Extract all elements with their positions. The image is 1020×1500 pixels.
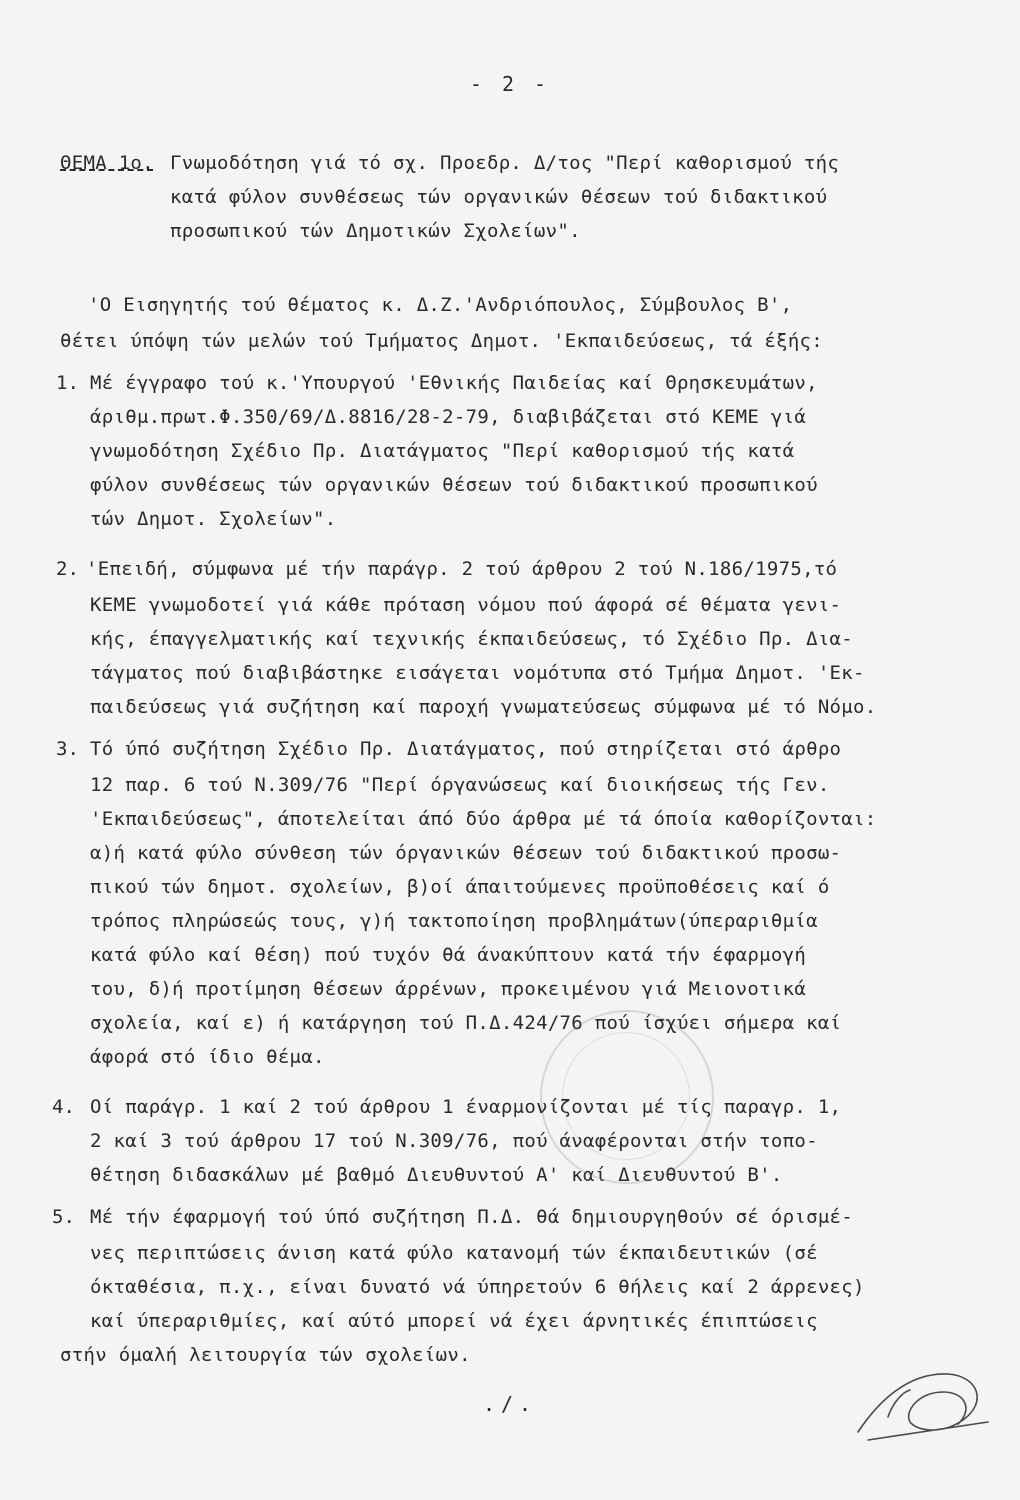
item-line: κής, έπαγγελματικής καί τεχνικής έκπαιδεύσεως, τό Σχέδιο Πρ. Δια- <box>90 628 854 650</box>
item-line: παιδεύσεως γιά συζήτηση καί παροχή γνωματεύσεως σύμφωνα μέ τό Νόμο. <box>90 696 877 718</box>
item-number: 4. <box>52 1096 75 1118</box>
item-line: α)ή κατά φύλο σύνθεση τών όργανικών θέσεων τού διδακτικού προσω- <box>90 842 842 864</box>
page-number: - 2 - <box>469 72 551 96</box>
intro-line: 'Ο Εισηγητής τού θέματος κ. Δ.Ζ.'Ανδριόπουλος, Σύμβουλος Β', <box>88 294 793 316</box>
item-line: θέτηση διδασκάλων μέ βαθμό Διευθυντού Α' καί Διευθυντού Β'. <box>90 1164 783 1186</box>
item-line: Τό ύπό συζήτηση Σχέδιο Πρ. Διατάγματος, πού στηρίζεται στό άρθρο <box>90 738 842 760</box>
item-line: του, δ)ή προτίμηση θέσεων άρρένων, προκειμένου γιά Μειονοτικά <box>90 978 807 1000</box>
item-line: κατά φύλο καί θέση) πού τυχόν θά άνακύπτουν κατά τήν έφαρμογή <box>90 944 807 966</box>
item-number: 5. <box>52 1206 75 1228</box>
theme-line: κατά φύλον συνθέσεως τών οργανικών θέσεων τού διδακτικού <box>170 186 828 208</box>
item-line: Οί παράγρ. 1 καί 2 τού άρθρου 1 έναρμονίζονται μέ τίς παραγρ. 1, <box>90 1096 842 1118</box>
item-line: όκταθέσια, π.χ., είναι δυνατό νά ύπηρετούν 6 θήλεις καί 2 άρρενες) <box>90 1276 865 1298</box>
item-line: τάγματος πού διαβιβάστηκε εισάγεται νομότυπα στό Τμήμα Δημοτ. 'Εκ- <box>90 662 865 684</box>
item-line: ΚΕΜΕ γνωμοδοτεί γιά κάθε πρόταση νόμου πού άφορά σέ θέματα γενι- <box>90 594 842 616</box>
official-stamp <box>540 1010 714 1184</box>
item-line: 12 παρ. 6 τού Ν.309/76 "Περί όργανώσεως καί διοικήσεως τής Γεν. <box>90 774 830 796</box>
item-number: 2. <box>56 558 79 580</box>
item-line: 'Επειδή, σύμφωνα μέ τήν παράγρ. 2 τού άρθρου 2 τού Ν.186/1975,τό <box>86 558 838 580</box>
item-line: καί ύπεραριθμίες, καί αύτό μπορεί νά έχει άρνητικές έπιπτώσεις <box>90 1310 818 1332</box>
item-line: φύλον συνθέσεως τών οργανικών θέσεων τού διδακτικού προσωπικού <box>90 474 818 496</box>
item-line: Μέ έγγραφο τού κ.'Υπουργού 'Εθνικής Παιδείας καί Θρησκευμάτων, <box>90 372 818 394</box>
item-line: τρόπος πληρώσεώς τους, γ)ή τακτοποίηση προβλημάτων(ύπεραριθμία <box>90 910 818 932</box>
item-line: Μέ τήν έφαρμογή τού ύπό συζήτηση Π.Δ. θά δημιουργηθούν σέ όρισμέ- <box>90 1206 854 1228</box>
theme-line: Γνωμοδότηση γιά τό σχ. Προεδρ. Δ/τος "Περί καθορισμού τής <box>170 152 840 174</box>
signature-mark <box>848 1362 998 1452</box>
item-line: άριθμ.πρωτ.Φ.350/69/Δ.8816/28-2-79, διαβιβάζεται στό ΚΕΜΕ γιά <box>90 406 807 428</box>
item-line: στήν όμαλή λειτουργία τών σχολείων. <box>60 1344 471 1366</box>
item-line: σχολεία, καί ε) ή κατάργηση τού Π.Δ.424/76 πού ίσχύει σήμερα καί <box>90 1012 842 1034</box>
item-line: 'Εκπαιδεύσεως", άποτελείται άπό δύο άρθρα μέ τά όποία καθορίζονται: <box>90 808 877 830</box>
intro-line: θέτει ύπόψη τών μελών τού Τμήματος Δημοτ. 'Εκπαιδεύσεως, τά έξής: <box>60 330 824 352</box>
item-number: 1. <box>56 372 79 394</box>
item-line: 2 καί 3 τού άρθρου 17 τού Ν.309/76, πού άναφέρονται στήν τοπο- <box>90 1130 818 1152</box>
theme-line: προσωπικού τών Δημοτικών Σχολείων". <box>170 220 581 242</box>
item-line: πικού τών δημοτ. σχολείων, β)οί άπαιτούμενες προϋποθέσεις καί ό <box>90 876 830 898</box>
item-line: άφορά στό ίδιο θέμα. <box>90 1046 325 1068</box>
item-line: τών Δημοτ. Σχολείων". <box>90 508 337 530</box>
theme-label: ΘΕΜΑ 1ο. <box>60 152 154 174</box>
continuation-mark: ./. <box>482 1392 538 1416</box>
item-line: νες περιπτώσεις άνιση κατά φύλο κατανομή τών έκπαιδευτικών (σέ <box>90 1242 818 1264</box>
item-line: γνωμοδότηση Σχέδιο Πρ. Διατάγματος "Περί καθορισμού τής κατά <box>90 440 795 462</box>
item-number: 3. <box>56 738 79 760</box>
